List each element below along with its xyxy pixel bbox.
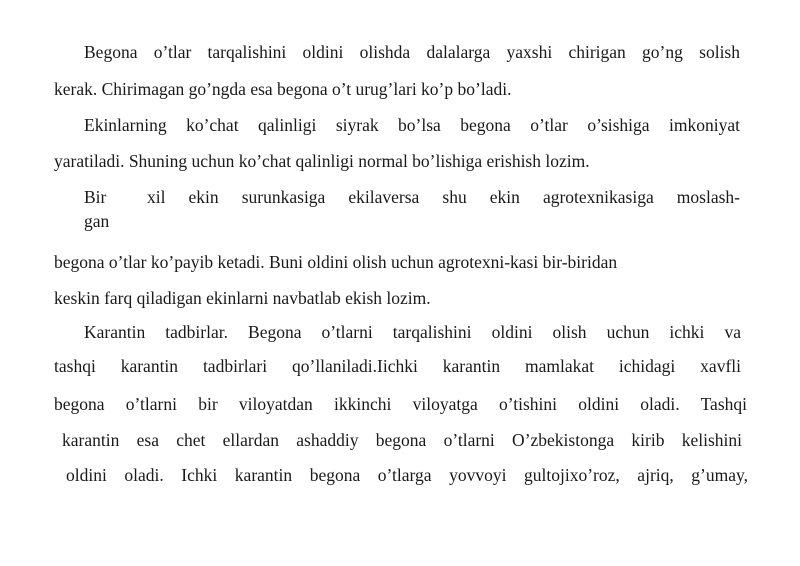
paragraph-4-line-1: Karantin tadbirlar. Begona o’tlarni tarqalishini oldini olish uchun ichki va (84, 322, 741, 342)
paragraph-3-line-2: begona o’tlar ko’payib ketadi. Buni oldini olish uchun agrotexni-kasi bir-biridan (54, 252, 618, 272)
paragraph-4-line-2: tashqi karantin tadbirlari qo’llaniladi.Iichki karantin mamlakat ichidagi xavfli (54, 356, 741, 376)
paragraph-4-line-3: begona o’tlarni bir viloyatdan ikkinchi viloyatga o’tishini oldini oladi. Tashqi (54, 394, 747, 414)
paragraph-2-line-1: Ekinlarning ko’chat qalinligi siyrak bo’lsa begona o’tlar o’sishiga imkoniyat (84, 115, 740, 135)
paragraph-3-line-3: keskin farq qiladigan ekinlarni navbatlab ekish lozim. (54, 288, 431, 308)
paragraph-1-line-2: kerak. Chirimagan go’ngda esa begona o’t urug’lari ko’p bo’ladi. (54, 79, 512, 99)
paragraph-3-first-word: Bir (84, 187, 107, 207)
paragraph-4-line-4: karantin esa chet ellardan ashaddiy begona o’tlarni O’zbekistonga kirib kelishini (62, 430, 742, 450)
paragraph-1-line-1: Begona o’tlar tarqalishini oldini olishda dalalarga yaxshi chirigan go’ng solish (84, 42, 740, 62)
paragraph-3-line-1: xil ekin surunkasiga ekilaversa shu ekin agrotexnikasiga moslash- (147, 187, 740, 207)
paragraph-3-line-1-wrap: gan (84, 211, 110, 231)
paragraph-4-line-5: oldini oladi. Ichki karantin begona o’tlarga yovvoyi gultojixo’roz, ajriq, g’umay, (66, 465, 748, 485)
paragraph-2-line-2: yaratiladi. Shuning uchun ko’chat qalinligi normal bo’lishiga erishish lozim. (54, 151, 590, 171)
